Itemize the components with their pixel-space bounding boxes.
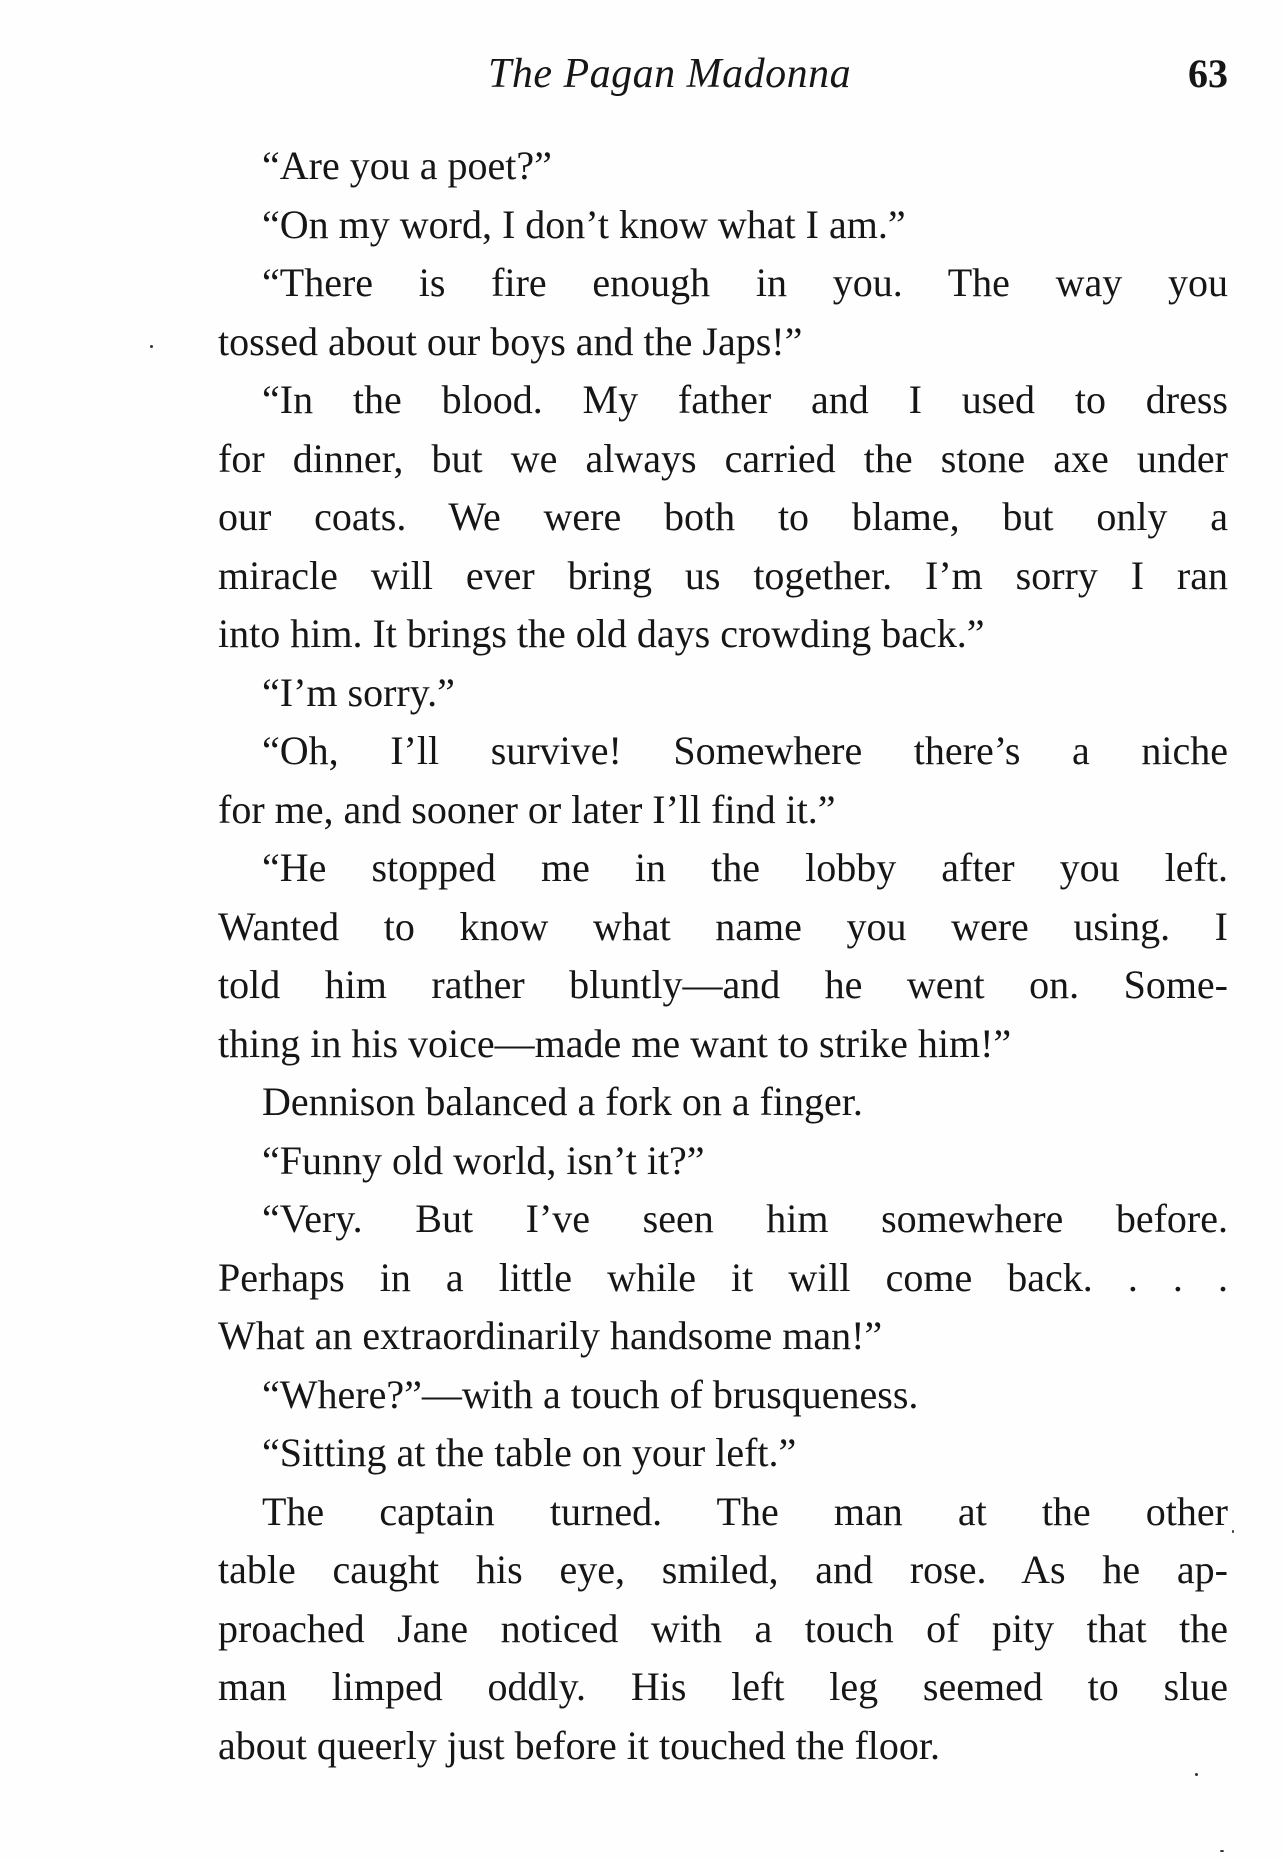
text-line: into him. It brings the old days crowding back.” [218,611,985,656]
text-line: thing in his voice—made me want to strike him!” [218,1020,1012,1066]
text-line: Wanted to know what name you were using. I [218,903,1228,949]
text-line: proached Jane noticed with a touch of pity that the [218,1605,1228,1651]
text-line: “Sitting at the table on your left.” [262,1430,797,1475]
text-line: “I’m sorry.” [262,669,455,715]
text-line: for me, and sooner or later I’ll find it.” [218,786,836,832]
text-line: miracle will ever bring us together. I’m sorry I ran [218,552,1228,598]
text-line: “In the blood. My father and I used to dress [262,377,1228,422]
scan-speck [1195,1773,1198,1776]
text-line: “There is fire enough in you. The way you [262,260,1228,305]
text-line: told him rather bluntly—and he went on. Some- [218,962,1228,1007]
text-line: table caught his eye, smiled, and rose. As he ap- [218,1547,1228,1592]
page-number: 63 [1188,51,1228,96]
text-line: tossed about our boys and the Japs!” [218,318,803,364]
scan-speck [1232,1530,1234,1533]
text-line: The captain turned. The man at the other [262,1488,1228,1534]
text-line: “Very. But I’ve seen him somewhere before. [262,1196,1228,1241]
text-line: “Funny old world, isn’t it?” [262,1137,705,1183]
text-line: “Oh, I’ll survive! Somewhere there’s a niche [262,728,1228,773]
text-line: “He stopped me in the lobby after you left. [262,845,1228,890]
running-title: The Pagan Madonna [488,51,852,97]
text-line: Dennison balanced a fork on a finger. [262,1079,863,1124]
text-line: for dinner, but we always carried the stone axe under [218,435,1228,481]
text-line: Perhaps in a little while it will come back. . . . [218,1254,1228,1300]
scan-speck [150,345,153,348]
page-header [218,50,1228,110]
text-line: our coats. We were both to blame, but only a [218,494,1228,539]
text-line: “Where?”—with a touch of brusqueness. [262,1371,919,1417]
text-line: about queerly just before it touched the floor. [218,1722,941,1768]
scan-speck [1220,1850,1224,1852]
body-text [218,137,1228,1775]
text-line: “Are you a poet?” [262,143,552,188]
text-line: man limped oddly. His left leg seemed to slue [218,1664,1228,1709]
text-line: What an extraordinarily handsome man!” [218,1313,883,1358]
text-line: “On my word, I don’t know what I am.” [262,201,906,247]
